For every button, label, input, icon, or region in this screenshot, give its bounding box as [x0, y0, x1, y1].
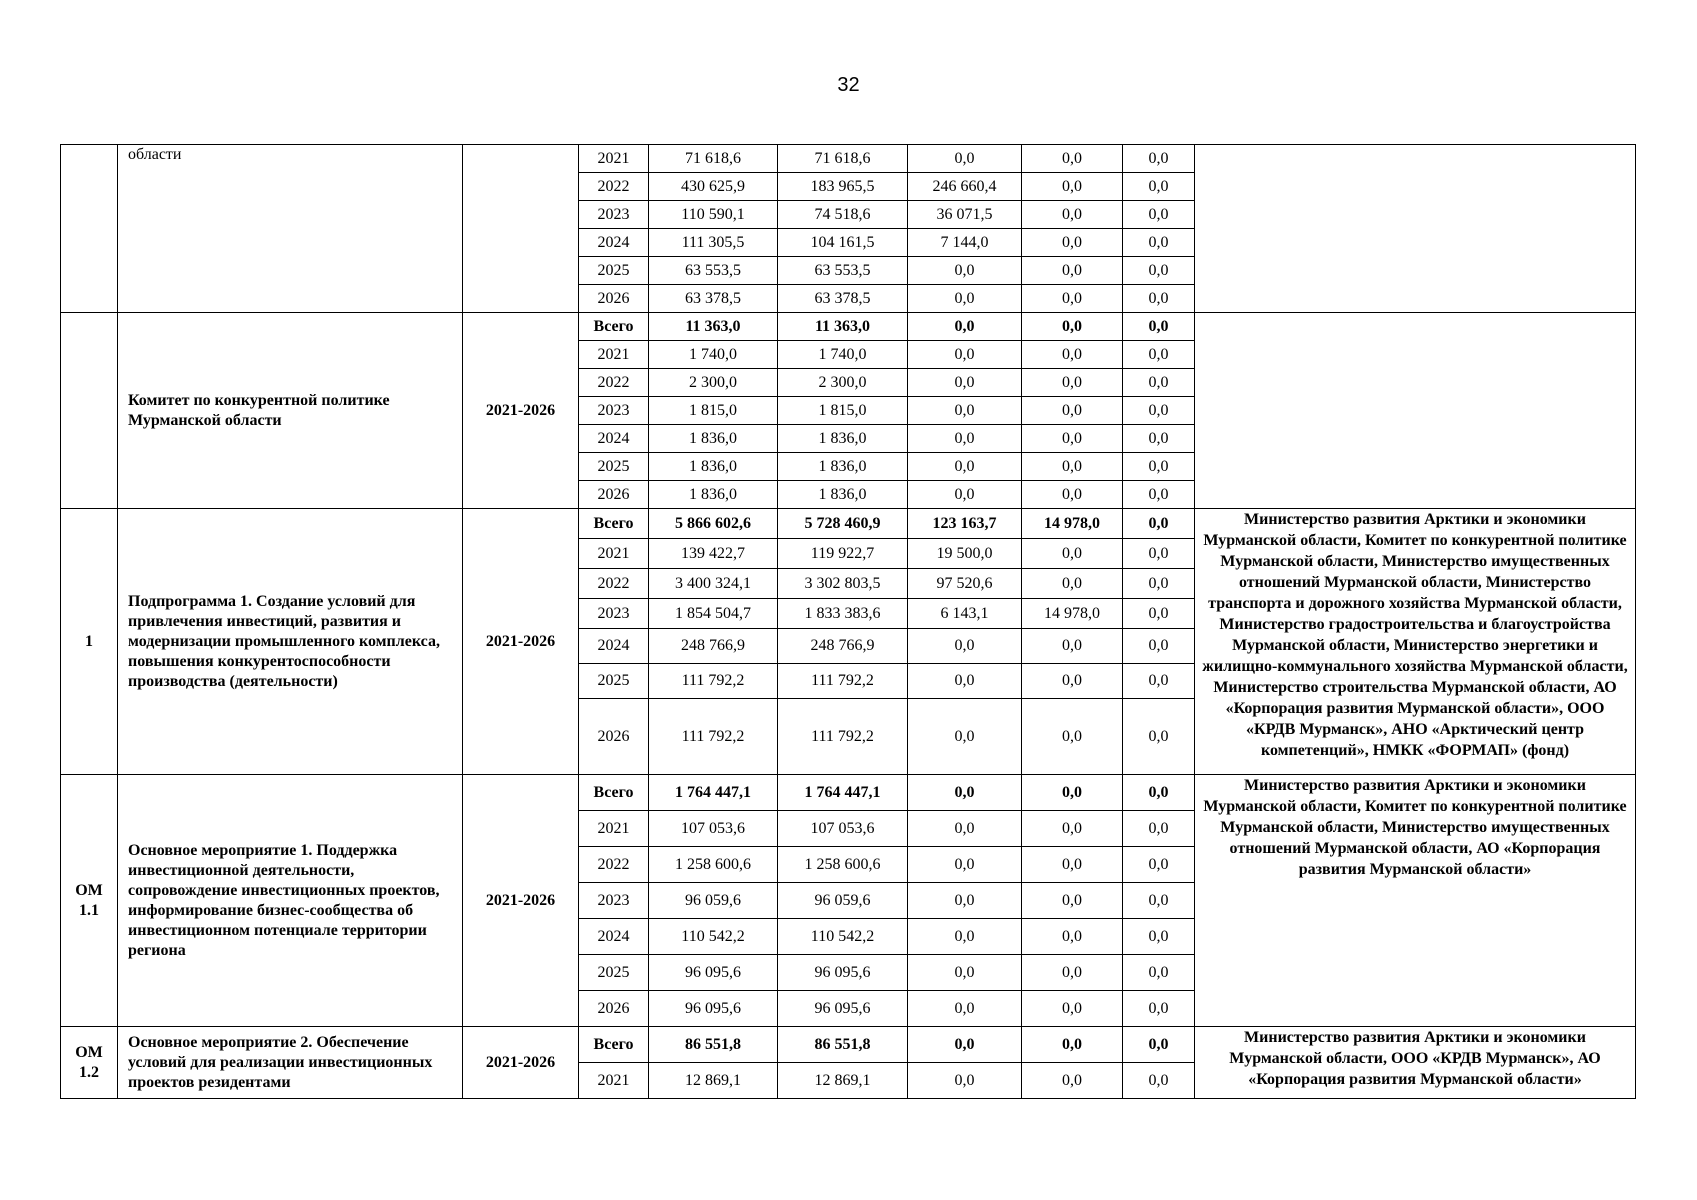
- federal-amount-cell: 0,0: [908, 883, 1022, 919]
- year-cell: 2023: [579, 883, 649, 919]
- section-name: Подпрограмма 1. Создание условий для привлечения инвестиций, развития и модернизации промышленного комплекса, повышения конкурентоспособности производства (деятельности): [118, 509, 463, 775]
- responsible-executors: Министерство развития Арктики и экономики Мурманской области, ООО «КРДВ Мурманск», АО «Корпорация развития Мурманской области»: [1195, 1027, 1636, 1099]
- responsible-executors: [1195, 145, 1636, 313]
- total-amount-cell: 63 378,5: [649, 285, 778, 313]
- table-row: [61, 509, 1636, 539]
- year-cell: 2026: [579, 991, 649, 1027]
- federal-amount-cell: 97 520,6: [908, 569, 1022, 599]
- federal-amount-cell: 0,0: [908, 453, 1022, 481]
- other-amount-cell: 0,0: [1123, 847, 1195, 883]
- total-amount-cell: 71 618,6: [649, 145, 778, 173]
- regional-amount-cell: 111 792,2: [778, 699, 908, 775]
- federal-amount-cell: 0,0: [908, 811, 1022, 847]
- year-cell: 2025: [579, 664, 649, 699]
- total-amount-cell: 430 625,9: [649, 173, 778, 201]
- other-amount-cell: 0,0: [1123, 883, 1195, 919]
- section-name: Основное мероприятие 1. Поддержка инвестиционной деятельности, сопровождение инвестиционных проектов, информирование бизнес-сообщества об инвестиционном потенциале территории региона: [118, 775, 463, 1027]
- federal-amount-cell: 0,0: [908, 341, 1022, 369]
- table-row: [61, 313, 1636, 341]
- total-amount-cell: 111 792,2: [649, 664, 778, 699]
- other-amount-cell: 0,0: [1123, 481, 1195, 509]
- municipal-amount-cell: 0,0: [1022, 369, 1123, 397]
- table-row: [61, 145, 1636, 173]
- section-name: Комитет по конкурентной политике Мурманской области: [118, 313, 463, 509]
- total-amount-cell: 63 553,5: [649, 257, 778, 285]
- federal-amount-cell: 0,0: [908, 425, 1022, 453]
- federal-amount-cell: 19 500,0: [908, 539, 1022, 569]
- other-amount-cell: 0,0: [1123, 1063, 1195, 1099]
- total-amount-cell: 248 766,9: [649, 629, 778, 664]
- regional-amount-cell: 1 836,0: [778, 453, 908, 481]
- total-amount-cell: 1 854 504,7: [649, 599, 778, 629]
- year-cell: 2022: [579, 369, 649, 397]
- municipal-amount-cell: 0,0: [1022, 664, 1123, 699]
- other-amount-cell: 0,0: [1123, 453, 1195, 481]
- year-cell: 2021: [579, 341, 649, 369]
- municipal-amount-cell: 14 978,0: [1022, 509, 1123, 539]
- year-cell: 2024: [579, 629, 649, 664]
- municipal-amount-cell: 0,0: [1022, 453, 1123, 481]
- regional-amount-cell: 104 161,5: [778, 229, 908, 257]
- responsible-executors: Министерство развития Арктики и экономики Мурманской области, Комитет по конкурентной политике Мурманской области, Министерство имущественных отношений Мурманской области, АО «Корпорация развития Мурманской области»: [1195, 775, 1636, 1027]
- federal-amount-cell: 0,0: [908, 369, 1022, 397]
- other-amount-cell: 0,0: [1123, 1027, 1195, 1063]
- year-cell: 2021: [579, 1063, 649, 1099]
- year-cell: 2025: [579, 453, 649, 481]
- total-amount-cell: 1 836,0: [649, 453, 778, 481]
- federal-amount-cell: 0,0: [908, 919, 1022, 955]
- regional-amount-cell: 63 553,5: [778, 257, 908, 285]
- table-body: [61, 145, 1636, 1099]
- regional-amount-cell: 63 378,5: [778, 285, 908, 313]
- regional-amount-cell: 71 618,6: [778, 145, 908, 173]
- responsible-executors: [1195, 313, 1636, 509]
- total-amount-cell: 110 590,1: [649, 201, 778, 229]
- municipal-amount-cell: 14 978,0: [1022, 599, 1123, 629]
- federal-amount-cell: 0,0: [908, 481, 1022, 509]
- total-amount-cell: 5 866 602,6: [649, 509, 778, 539]
- other-amount-cell: 0,0: [1123, 569, 1195, 599]
- other-amount-cell: 0,0: [1123, 955, 1195, 991]
- municipal-amount-cell: 0,0: [1022, 811, 1123, 847]
- federal-amount-cell: 0,0: [908, 1027, 1022, 1063]
- year-cell: 2021: [579, 539, 649, 569]
- federal-amount-cell: 6 143,1: [908, 599, 1022, 629]
- municipal-amount-cell: 0,0: [1022, 201, 1123, 229]
- regional-amount-cell: 1 836,0: [778, 481, 908, 509]
- municipal-amount-cell: 0,0: [1022, 847, 1123, 883]
- municipal-amount-cell: 0,0: [1022, 425, 1123, 453]
- other-amount-cell: 0,0: [1123, 145, 1195, 173]
- regional-amount-cell: 96 059,6: [778, 883, 908, 919]
- other-amount-cell: 0,0: [1123, 313, 1195, 341]
- municipal-amount-cell: 0,0: [1022, 569, 1123, 599]
- total-amount-cell: 2 300,0: [649, 369, 778, 397]
- municipal-amount-cell: 0,0: [1022, 955, 1123, 991]
- total-amount-cell: 139 422,7: [649, 539, 778, 569]
- year-cell: 2026: [579, 285, 649, 313]
- regional-amount-cell: 183 965,5: [778, 173, 908, 201]
- year-cell: 2023: [579, 201, 649, 229]
- other-amount-cell: 0,0: [1123, 509, 1195, 539]
- municipal-amount-cell: 0,0: [1022, 257, 1123, 285]
- federal-amount-cell: 0,0: [908, 847, 1022, 883]
- federal-amount-cell: 0,0: [908, 313, 1022, 341]
- municipal-amount-cell: 0,0: [1022, 1027, 1123, 1063]
- regional-amount-cell: 107 053,6: [778, 811, 908, 847]
- regional-amount-cell: 1 740,0: [778, 341, 908, 369]
- municipal-amount-cell: 0,0: [1022, 145, 1123, 173]
- year-cell: Всего: [579, 1027, 649, 1063]
- section-number: 1: [61, 509, 118, 775]
- regional-amount-cell: 1 815,0: [778, 397, 908, 425]
- regional-amount-cell: 96 095,6: [778, 991, 908, 1027]
- total-amount-cell: 111 305,5: [649, 229, 778, 257]
- section-name: области: [118, 145, 463, 313]
- total-amount-cell: 96 059,6: [649, 883, 778, 919]
- section-period: 2021-2026: [463, 509, 579, 775]
- other-amount-cell: 0,0: [1123, 599, 1195, 629]
- municipal-amount-cell: 0,0: [1022, 229, 1123, 257]
- municipal-amount-cell: 0,0: [1022, 341, 1123, 369]
- other-amount-cell: 0,0: [1123, 991, 1195, 1027]
- municipal-amount-cell: 0,0: [1022, 919, 1123, 955]
- other-amount-cell: 0,0: [1123, 699, 1195, 775]
- federal-amount-cell: 0,0: [908, 285, 1022, 313]
- funding-table: [60, 144, 1636, 1099]
- regional-amount-cell: 110 542,2: [778, 919, 908, 955]
- other-amount-cell: 0,0: [1123, 664, 1195, 699]
- other-amount-cell: 0,0: [1123, 173, 1195, 201]
- federal-amount-cell: 0,0: [908, 699, 1022, 775]
- total-amount-cell: 1 258 600,6: [649, 847, 778, 883]
- municipal-amount-cell: 0,0: [1022, 699, 1123, 775]
- federal-amount-cell: 0,0: [908, 775, 1022, 811]
- municipal-amount-cell: 0,0: [1022, 539, 1123, 569]
- year-cell: 2023: [579, 599, 649, 629]
- section-period: [463, 145, 579, 313]
- federal-amount-cell: 0,0: [908, 397, 1022, 425]
- regional-amount-cell: 11 363,0: [778, 313, 908, 341]
- total-amount-cell: 1 740,0: [649, 341, 778, 369]
- table-row: [61, 775, 1636, 811]
- municipal-amount-cell: 0,0: [1022, 883, 1123, 919]
- total-amount-cell: 96 095,6: [649, 991, 778, 1027]
- other-amount-cell: 0,0: [1123, 397, 1195, 425]
- other-amount-cell: 0,0: [1123, 229, 1195, 257]
- regional-amount-cell: 111 792,2: [778, 664, 908, 699]
- section-number: [61, 145, 118, 313]
- regional-amount-cell: 119 922,7: [778, 539, 908, 569]
- total-amount-cell: 96 095,6: [649, 955, 778, 991]
- section-period: 2021-2026: [463, 775, 579, 1027]
- page-number: 32: [837, 74, 860, 96]
- section-period: 2021-2026: [463, 1027, 579, 1099]
- other-amount-cell: 0,0: [1123, 341, 1195, 369]
- federal-amount-cell: 0,0: [908, 1063, 1022, 1099]
- federal-amount-cell: 7 144,0: [908, 229, 1022, 257]
- other-amount-cell: 0,0: [1123, 775, 1195, 811]
- table-row: [61, 1027, 1636, 1063]
- total-amount-cell: 1 815,0: [649, 397, 778, 425]
- section-number: ОМ 1.2: [61, 1027, 118, 1099]
- section-number: ОМ 1.1: [61, 775, 118, 1027]
- year-cell: 2023: [579, 397, 649, 425]
- other-amount-cell: 0,0: [1123, 201, 1195, 229]
- section-number: [61, 313, 118, 509]
- year-cell: 2025: [579, 955, 649, 991]
- other-amount-cell: 0,0: [1123, 811, 1195, 847]
- total-amount-cell: 1 836,0: [649, 425, 778, 453]
- municipal-amount-cell: 0,0: [1022, 1063, 1123, 1099]
- regional-amount-cell: 1 258 600,6: [778, 847, 908, 883]
- federal-amount-cell: 246 660,4: [908, 173, 1022, 201]
- federal-amount-cell: 0,0: [908, 664, 1022, 699]
- other-amount-cell: 0,0: [1123, 539, 1195, 569]
- federal-amount-cell: 36 071,5: [908, 201, 1022, 229]
- municipal-amount-cell: 0,0: [1022, 629, 1123, 664]
- regional-amount-cell: 12 869,1: [778, 1063, 908, 1099]
- regional-amount-cell: 96 095,6: [778, 955, 908, 991]
- municipal-amount-cell: 0,0: [1022, 397, 1123, 425]
- year-cell: 2024: [579, 919, 649, 955]
- other-amount-cell: 0,0: [1123, 285, 1195, 313]
- total-amount-cell: 1 836,0: [649, 481, 778, 509]
- municipal-amount-cell: 0,0: [1022, 285, 1123, 313]
- year-cell: Всего: [579, 509, 649, 539]
- other-amount-cell: 0,0: [1123, 369, 1195, 397]
- regional-amount-cell: 1 833 383,6: [778, 599, 908, 629]
- federal-amount-cell: 0,0: [908, 145, 1022, 173]
- year-cell: 2022: [579, 569, 649, 599]
- responsible-executors: Министерство развития Арктики и экономики Мурманской области, Комитет по конкурентной политике Мурманской области, Министерство имущественных отношений Мурманской области, Министерство транспорта и дорожного хозяйства Мурманской области, Министерство градостроительства и благоустройства Мурманской области, Министерство энергетики и жилищно-коммунального хозяйства Мурманской области, Министерство строительства Мурманской области, АО «Корпорация развития Мурманской области», ООО «КРДВ Мурманск», АНО «Арктический центр компетенций», НМКК «ФОРМАП» (фонд): [1195, 509, 1636, 775]
- total-amount-cell: 107 053,6: [649, 811, 778, 847]
- section-name: Основное мероприятие 2. Обеспечение условий для реализации инвестиционных проектов резидентами: [118, 1027, 463, 1099]
- regional-amount-cell: 1 764 447,1: [778, 775, 908, 811]
- total-amount-cell: 3 400 324,1: [649, 569, 778, 599]
- total-amount-cell: 110 542,2: [649, 919, 778, 955]
- regional-amount-cell: 2 300,0: [778, 369, 908, 397]
- year-cell: 2026: [579, 481, 649, 509]
- total-amount-cell: 11 363,0: [649, 313, 778, 341]
- other-amount-cell: 0,0: [1123, 257, 1195, 285]
- federal-amount-cell: 0,0: [908, 991, 1022, 1027]
- total-amount-cell: 12 869,1: [649, 1063, 778, 1099]
- year-cell: 2026: [579, 699, 649, 775]
- section-period: 2021-2026: [463, 313, 579, 509]
- total-amount-cell: 1 764 447,1: [649, 775, 778, 811]
- year-cell: Всего: [579, 313, 649, 341]
- other-amount-cell: 0,0: [1123, 425, 1195, 453]
- other-amount-cell: 0,0: [1123, 629, 1195, 664]
- year-cell: 2022: [579, 847, 649, 883]
- other-amount-cell: 0,0: [1123, 919, 1195, 955]
- municipal-amount-cell: 0,0: [1022, 173, 1123, 201]
- federal-amount-cell: 0,0: [908, 629, 1022, 664]
- year-cell: 2024: [579, 425, 649, 453]
- regional-amount-cell: 248 766,9: [778, 629, 908, 664]
- municipal-amount-cell: 0,0: [1022, 991, 1123, 1027]
- regional-amount-cell: 3 302 803,5: [778, 569, 908, 599]
- regional-amount-cell: 5 728 460,9: [778, 509, 908, 539]
- regional-amount-cell: 74 518,6: [778, 201, 908, 229]
- municipal-amount-cell: 0,0: [1022, 775, 1123, 811]
- year-cell: 2021: [579, 811, 649, 847]
- regional-amount-cell: 1 836,0: [778, 425, 908, 453]
- municipal-amount-cell: 0,0: [1022, 481, 1123, 509]
- federal-amount-cell: 0,0: [908, 955, 1022, 991]
- total-amount-cell: 111 792,2: [649, 699, 778, 775]
- year-cell: Всего: [579, 775, 649, 811]
- federal-amount-cell: 123 163,7: [908, 509, 1022, 539]
- year-cell: 2022: [579, 173, 649, 201]
- municipal-amount-cell: 0,0: [1022, 313, 1123, 341]
- year-cell: 2025: [579, 257, 649, 285]
- year-cell: 2021: [579, 145, 649, 173]
- total-amount-cell: 86 551,8: [649, 1027, 778, 1063]
- federal-amount-cell: 0,0: [908, 257, 1022, 285]
- regional-amount-cell: 86 551,8: [778, 1027, 908, 1063]
- year-cell: 2024: [579, 229, 649, 257]
